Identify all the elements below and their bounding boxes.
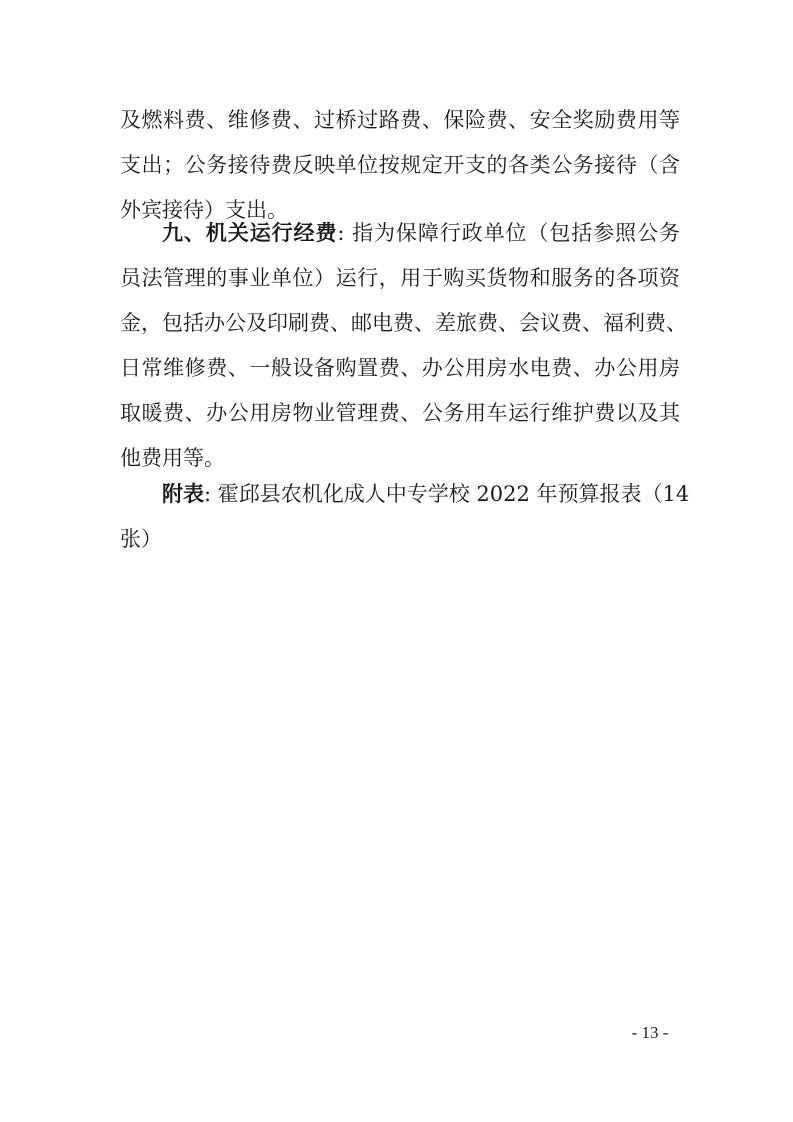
- paragraph-line: 员法管理的事业单位）运行，用于购买货物和服务的各项资: [120, 266, 680, 290]
- attachment-first-line: [162, 474, 690, 514]
- page-number: - 13 -: [631, 1023, 669, 1042]
- paragraph-line: 他费用等。: [120, 446, 225, 470]
- attachment-label: 附表: [162, 481, 204, 506]
- section-9-first-line: [162, 213, 680, 253]
- paragraph-line: 日常维修费、一般设备购置费、办公用房水电费、办公用房: [120, 356, 680, 380]
- section-9-heading: 九、机关运行经费: [162, 220, 338, 245]
- attachment-second-line: 张）: [120, 527, 162, 551]
- paragraph-line: 外宾接待）支出。: [120, 198, 288, 222]
- paragraph-line: 取暖费、办公用房物业管理费、公务用车运行维护费以及其: [120, 401, 680, 425]
- paragraph-line: 金，包括办公及印刷费、邮电费、差旅费、会议费、福利费、: [120, 311, 687, 335]
- section-9-definition-start: : 指为保障行政单位（包括参照公务: [337, 221, 680, 245]
- attachment-title: : 霍邱县农机化成人中专学校 2022 年预算报表（14: [204, 482, 690, 506]
- paragraph-line: 支出；公务接待费反映单位按规定开支的各类公务接待（含: [120, 153, 680, 177]
- paragraph-line: 及燃料费、维修费、过桥过路费、保险费、安全奖励费用等: [120, 108, 680, 132]
